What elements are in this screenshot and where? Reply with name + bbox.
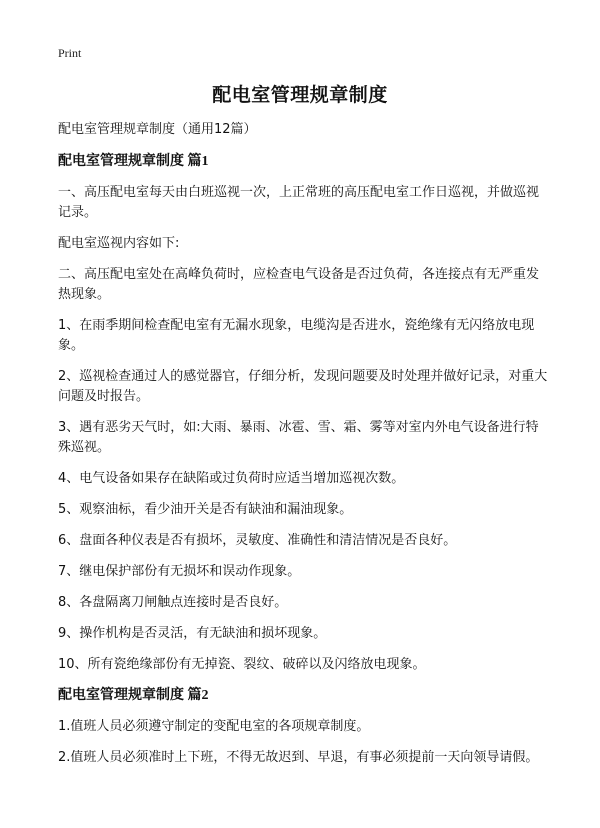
document-body bbox=[58, 120, 550, 779]
section-heading: 配电室管理规章制度 篇2 bbox=[58, 688, 209, 703]
paragraph: 一、高压配电室每天由白班巡视一次，上正常班的高压配电室工作日巡视，并做巡视记录。 bbox=[58, 185, 540, 220]
paragraph: 配电室巡视内容如下: bbox=[58, 236, 180, 251]
paragraph: 2.值班人员必须准时上下班，不得无故迟到、早退，有事必须提前一天向领导请假。 bbox=[58, 750, 539, 765]
document-title: 配电室管理规章制度 bbox=[212, 84, 388, 106]
paragraph: 8、各盘隔离刀闸触点连接时是否良好。 bbox=[58, 595, 288, 610]
paragraph: 2、巡视检查通过人的感觉器官，仔细分析，发现问题要及时处理并做好记录，对重大问题及时报告。 bbox=[58, 369, 548, 404]
paragraph: 5、观察油标，看少油开关是否有缺油和漏油现象。 bbox=[58, 502, 353, 517]
print-label: Print bbox=[58, 46, 82, 60]
paragraph: 1、在雨季期间检查配电室有无漏水现象，电缆沟是否进水，瓷绝缘有无闪络放电现象。 bbox=[58, 318, 535, 353]
paragraph: 10、所有瓷绝缘部份有无掉瓷、裂纹、破碎以及闪络放电现象。 bbox=[58, 657, 426, 672]
paragraph: 3、遇有恶劣天气时，如:大雨、暴雨、冰雹、雪、霜、雾等对室内外电气设备进行特殊巡视。 bbox=[58, 420, 539, 455]
section-1 bbox=[58, 152, 550, 675]
section-2 bbox=[58, 686, 550, 768]
paragraph: 4、电气设备如果存在缺陷或过负荷时应适当增加巡视次数。 bbox=[58, 471, 405, 486]
paragraph: 9、操作机构是否灵活，有无缺油和损坏现象。 bbox=[58, 626, 327, 641]
paragraph: 二、高压配电室处在高峰负荷时，应检查电气设备是否过负荷，各连接点有无严重发热现象。 bbox=[58, 267, 540, 302]
document-subtitle: 配电室管理规章制度（通用12篇） bbox=[58, 122, 257, 137]
section-heading: 配电室管理规章制度 篇1 bbox=[58, 154, 209, 169]
paragraph: 7、继电保护部份有无损坏和误动作现象。 bbox=[58, 564, 301, 579]
paragraph: 6、盘面各种仪表是否有损坏，灵敏度、准确性和清洁情况是否良好。 bbox=[58, 533, 457, 548]
paragraph: 1.值班人员必须遵守制定的变配电室的各项规章制度。 bbox=[58, 719, 370, 734]
